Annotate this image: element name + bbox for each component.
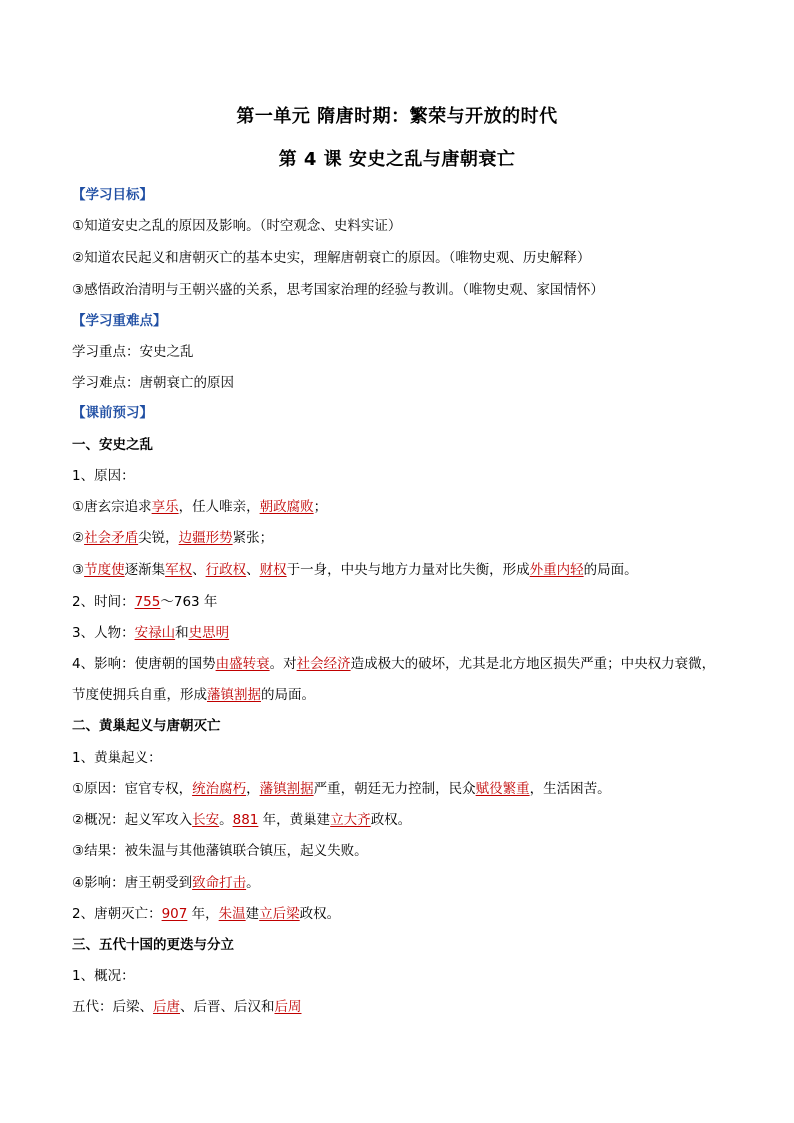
time-line: 2、时间：755～763 年 bbox=[72, 594, 218, 610]
answer-blank: 朱温 bbox=[218, 906, 246, 922]
answer-blank: 立后梁 bbox=[259, 906, 300, 922]
answer-blank: 907 bbox=[161, 906, 188, 922]
answer-blank: 立大齐 bbox=[330, 812, 371, 828]
keypoints-heading: 【学习重难点】 bbox=[72, 313, 167, 329]
preview-heading: 【课前预习】 bbox=[72, 405, 153, 421]
answer-blank: 边疆形势 bbox=[178, 530, 233, 546]
answer-blank: 社会矛盾 bbox=[84, 530, 139, 546]
uprising-result: ③结果：被朱温与其他藩镇联合镇压，起义失败。 bbox=[72, 843, 368, 859]
section-title: 二、黄巢起义与唐朝灭亡 bbox=[72, 718, 221, 734]
uprising-label: 1、黄巢起义： bbox=[72, 750, 162, 766]
goal-item: ①知道安史之乱的原因及影响。（时空观念、史料实证） bbox=[72, 218, 402, 234]
answer-blank: 藩镇割据 bbox=[207, 687, 261, 703]
answer-blank: 藩镇割据 bbox=[259, 781, 314, 797]
people-line: 3、人物：安禄山和史思明 bbox=[72, 625, 230, 641]
cause-label: 1、原因： bbox=[72, 468, 135, 484]
answer-blank: 节度使 bbox=[84, 562, 125, 578]
answer-blank: 长安 bbox=[192, 812, 220, 828]
answer-blank: 行政权 bbox=[205, 562, 247, 578]
uprising-cause: ①原因：宦官专权，统治腐朽，藩镇割据严重，朝廷无力控制，民众赋役繁重，生活困苦。 bbox=[72, 781, 611, 797]
answer-blank: 社会经济 bbox=[296, 656, 351, 672]
cause-line-1: ①唐玄宗追求享乐，任人唯亲，朝政腐败； bbox=[72, 499, 328, 515]
answer-blank: 军权 bbox=[165, 562, 193, 578]
answer-blank: 赋役繁重 bbox=[475, 781, 530, 797]
answer-blank: 统治腐朽 bbox=[192, 781, 247, 797]
answer-blank: 后唐 bbox=[153, 999, 180, 1015]
answer-blank: 881 bbox=[232, 812, 259, 828]
answer-blank: 朝政腐败 bbox=[259, 499, 314, 515]
answer-blank: 财权 bbox=[259, 562, 287, 578]
answer-blank: 史思明 bbox=[188, 625, 230, 641]
tang-fall: 2、唐朝灭亡：907 年，朱温建立后梁政权。 bbox=[72, 906, 341, 922]
five-dynasties: 五代：后梁、后唐、后晋、后汉和后周 bbox=[72, 999, 302, 1015]
goals-heading: 【学习目标】 bbox=[72, 187, 153, 203]
answer-blank: 后周 bbox=[274, 999, 302, 1015]
cause-line-2: ②社会矛盾尖锐，边疆形势紧张； bbox=[72, 530, 274, 546]
answer-blank: 755 bbox=[134, 594, 161, 610]
cause-line-3: ③节度使逐渐集军权、行政权、财权于一身，中央与地方力量对比失衡，形成外重内轻的局面。 bbox=[72, 562, 638, 578]
answer-blank: 由盛转衰 bbox=[215, 656, 270, 672]
effect-line-1: 4、影响：使唐朝的国势由盛转衰。对社会经济造成极大的破坏，尤其是北方地区损失严重；中央权力衰微， bbox=[72, 656, 716, 672]
answer-blank: 安禄山 bbox=[134, 625, 176, 641]
lesson-title: 第 4 课 安史之乱与唐朝衰亡 bbox=[278, 149, 516, 170]
uprising-overview: ②概况：起义军攻入长安。881 年，黄巢建立大齐政权。 bbox=[72, 812, 412, 828]
difficulty-line: 学习难点：唐朝衰亡的原因 bbox=[72, 375, 234, 391]
answer-blank: 致命打击 bbox=[192, 875, 247, 891]
effect-line-2: 节度使拥兵自重，形成藩镇割据的局面。 bbox=[72, 687, 315, 703]
answer-blank: 享乐 bbox=[151, 499, 179, 515]
section-title: 三、五代十国的更迭与分立 bbox=[72, 937, 234, 953]
unit-title: 第一单元 隋唐时期：繁荣与开放的时代 bbox=[236, 106, 558, 127]
uprising-impact: ④影响：唐王朝受到致命打击。 bbox=[72, 875, 260, 891]
section-title: 一、安史之乱 bbox=[72, 437, 153, 453]
answer-blank: 外重内轻 bbox=[529, 562, 584, 578]
focus-line: 学习重点：安史之乱 bbox=[72, 344, 194, 360]
goal-item: ③感悟政治清明与王朝兴盛的关系，思考国家治理的经验与教训。（唯物史观、家国情怀） bbox=[72, 282, 604, 298]
overview-label: 1、概况： bbox=[72, 968, 135, 984]
goal-item: ②知道农民起义和唐朝灭亡的基本史实，理解唐朝衰亡的原因。（唯物史观、历史解释） bbox=[72, 250, 591, 266]
